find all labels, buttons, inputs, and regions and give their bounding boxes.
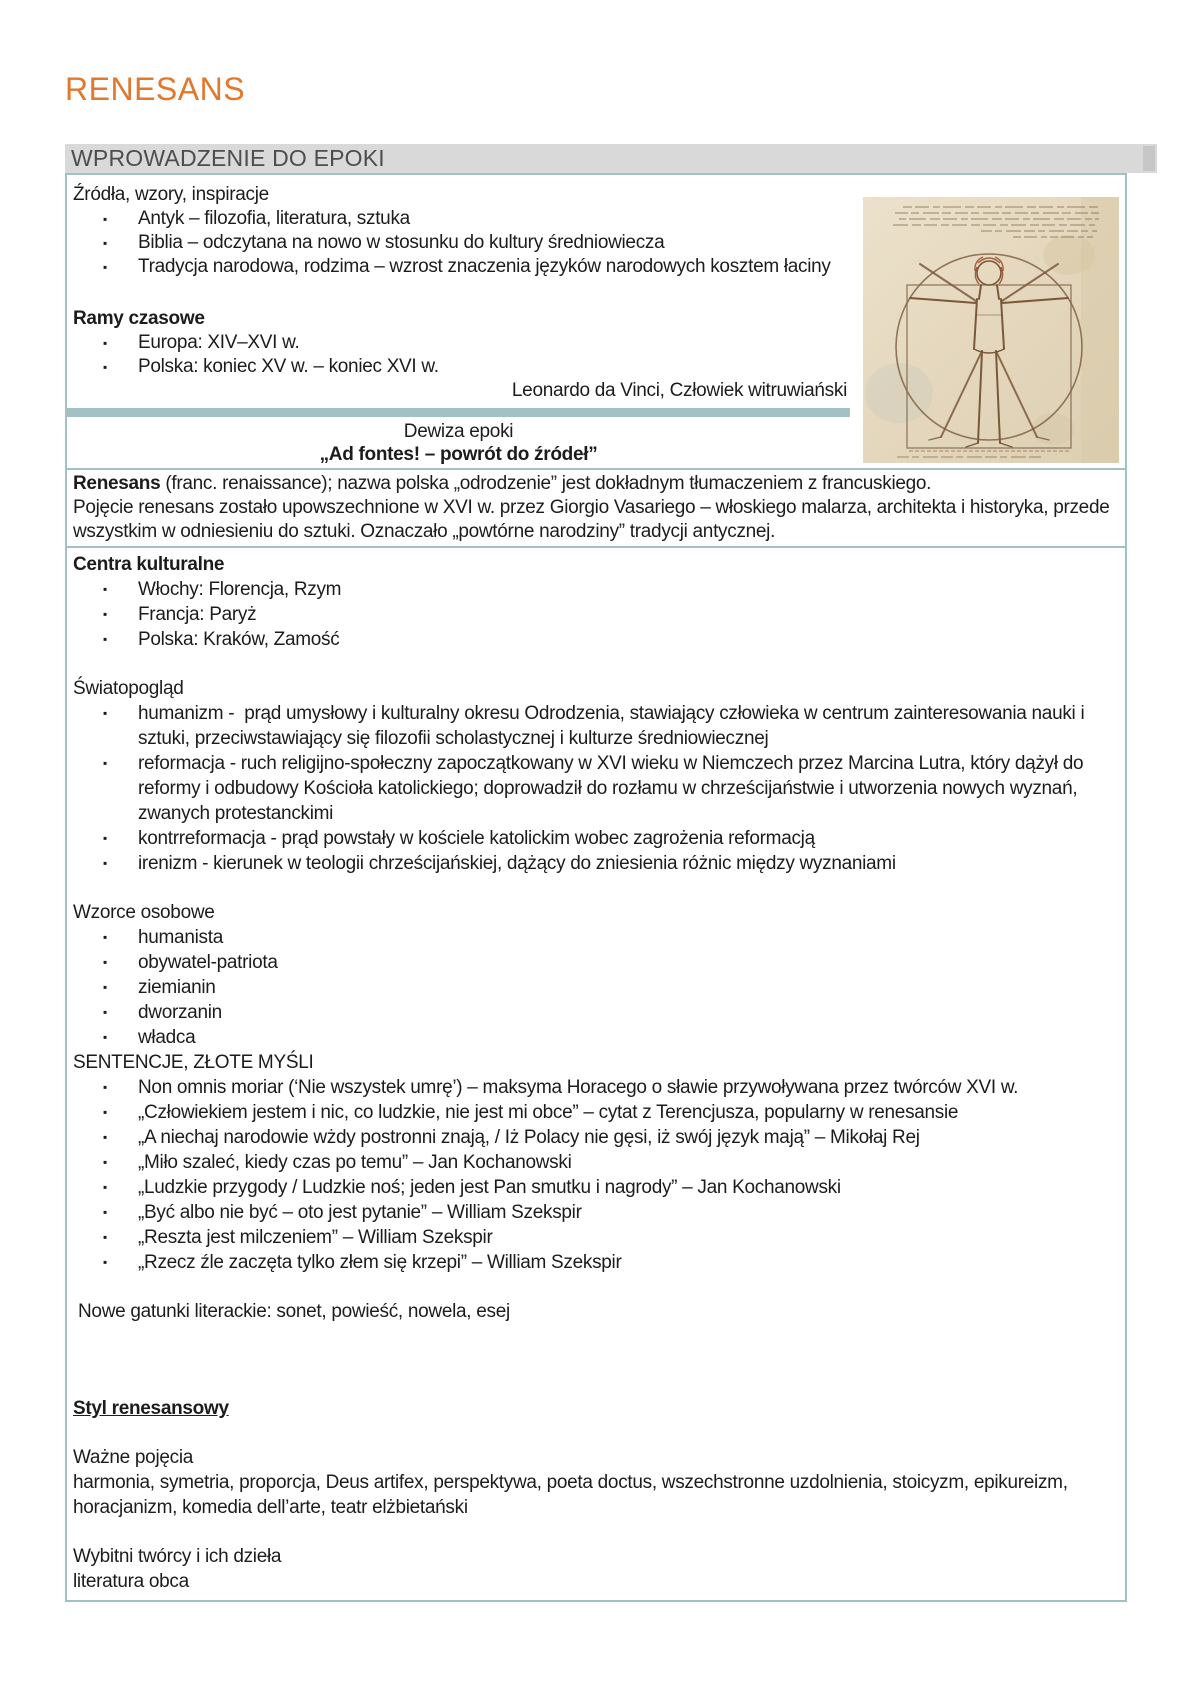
list-item-label: Europa: XIV–XVI w.: [138, 332, 300, 353]
bullet-square-icon: ▪: [103, 1180, 107, 1194]
motto-label: Dewiza epoki: [403, 421, 514, 442]
timeframe-heading: Ramy czasowe: [73, 308, 205, 329]
image-caption: Leonardo da Vinci, Człowiek witruwiański: [511, 380, 847, 401]
list-item-label: dworzanin: [138, 1002, 222, 1023]
bullet-square-icon: ▪: [103, 582, 107, 596]
style-heading: Styl renesansowy: [73, 1398, 229, 1419]
bullet-square-icon: ▪: [103, 1155, 107, 1169]
timeframe-list: [73, 331, 1125, 379]
list-item-label: Włochy: Florencja, Rzym: [138, 579, 342, 600]
list-item: [73, 925, 1087, 950]
bullet-square-icon: ▪: [103, 360, 107, 374]
bullet-square-icon: ▪: [103, 1205, 107, 1219]
motto-block: [67, 417, 850, 468]
list-item-label: „Rzecz źle zaczęta tylko złem się krzepi” – William Szekspir: [138, 1252, 622, 1273]
list-item: [73, 751, 1087, 826]
list-item-label: irenizm - kierunek w teologii chrześcijańskiej, dążący do zniesienia różnic między wyznaniami: [138, 853, 896, 874]
list-item-label: „Ludzkie przygody / Ludzkie noś; jeden jest Pan smutku i nagrody” – Jan Kochanowski: [138, 1177, 841, 1198]
bullet-square-icon: ▪: [103, 236, 107, 250]
document-column: [65, 0, 1157, 1602]
spacer: [73, 1520, 1087, 1544]
sentences-heading: SENTENCJE, ZŁOTE MYŚLI: [73, 1052, 314, 1073]
list-item: [73, 331, 1125, 355]
list-item: [73, 255, 1125, 279]
bullet-square-icon: ▪: [103, 212, 107, 226]
bullet-square-icon: ▪: [103, 1105, 107, 1119]
list-item: [73, 627, 1087, 652]
definition-line-1: [73, 472, 1111, 496]
list-item-label: Tradycja narodowa, rodzima – wzrost znaczenia języków narodowych kosztem łaciny: [138, 256, 831, 277]
bullet-square-icon: ▪: [103, 1005, 107, 1019]
worldview-heading: Światopogląd: [73, 678, 184, 699]
bullet-square-icon: ▪: [103, 955, 107, 969]
list-item: [73, 231, 1125, 255]
list-item: [73, 826, 1087, 851]
list-item: [73, 950, 1087, 975]
bullet-square-icon: ▪: [103, 980, 107, 994]
bullet-square-icon: ▪: [103, 1030, 107, 1044]
list-item-label: „Reszta jest milczeniem” – William Szekspir: [138, 1227, 493, 1248]
list-item: [73, 207, 1125, 231]
list-item: [73, 1150, 1087, 1175]
list-item-label: reformacja - ruch religijno-społeczny zapoczątkowany w XVI wieku w Niemczech przez Marcina Lutra, który dążył do reformy i odbudowy Kościoła katolickiego; doprowadził do rozłamu w chrześcijaństwie i utworzenia nowych wyznań, zwanych protestanckimi: [138, 753, 1089, 824]
spacer: [73, 1275, 1087, 1299]
sources-list: [73, 207, 1125, 279]
list-item-label: kontrreformacja - prąd powstały w kościele katolickim wobec zagrożenia reformacją: [138, 828, 815, 849]
bullet-square-icon: ▪: [103, 336, 107, 350]
list-item-label: Polska: Kraków, Zamość: [138, 629, 340, 650]
list-item-label: Biblia – odczytana na nowo w stosunku do kultury średniowiecza: [138, 232, 665, 253]
sentences-list: [73, 1075, 1087, 1275]
bullet-square-icon: ▪: [103, 706, 107, 720]
concepts-heading: Ważne pojęcia: [73, 1447, 194, 1468]
list-item: [73, 577, 1087, 602]
list-item: [73, 1075, 1087, 1100]
definition-line-2: Pojęcie renesans zostało upowszechnione w XVI w. przez Giorgio Vasariego – włoskiego malarza, architekta i historyka, przede wszystkim w odniesieniu do sztuki. Oznaczało „powtórne narodziny” tradycji antycznej.: [73, 497, 1110, 542]
genres-line: Nowe gatunki literackie: sonet, powieść, nowela, esej: [78, 1301, 510, 1322]
list-item-label: Francja: Paryż: [138, 604, 257, 625]
list-item: [73, 1100, 1087, 1125]
bullet-square-icon: ▪: [103, 607, 107, 621]
list-item: [73, 701, 1090, 751]
list-item: [73, 1025, 1087, 1050]
list-item: [73, 1250, 1087, 1275]
list-item-label: humanizm - prąd umysłowy i kulturalny okresu Odrodzenia, stawiający człowieka w centrum zainteresowania nauki i sztuki, przeciwstawiający się filozofii scholastycznej i kulturze średniowiecznej: [138, 703, 1090, 749]
section-header: [65, 144, 1157, 173]
centers-list: [73, 577, 1087, 652]
main-row: [67, 548, 1125, 1600]
bullet-square-icon: ▪: [103, 930, 107, 944]
bullet-square-icon: ▪: [103, 1255, 107, 1269]
models-heading: Wzorce osobowe: [73, 902, 215, 923]
bullet-square-icon: ▪: [103, 1230, 107, 1244]
authors-subheading: literatura obca: [73, 1571, 189, 1592]
list-item: [73, 851, 1087, 876]
spacer: [73, 1421, 1087, 1445]
sources-heading: Źródła, wzory, inspiracje: [73, 184, 269, 205]
centers-heading: Centra kulturalne: [73, 554, 225, 575]
bullet-square-icon: ▪: [103, 831, 107, 845]
bullet-square-icon: ▪: [103, 632, 107, 646]
list-item: [73, 1000, 1087, 1025]
motto-text: „Ad fontes! – powrót do źródeł”: [319, 444, 598, 465]
definition-row: [67, 470, 1125, 548]
intro-row: [67, 175, 1125, 470]
list-item: [73, 1175, 1087, 1200]
list-item: [73, 1225, 1087, 1250]
list-item-label: Antyk – filozofia, literatura, sztuka: [138, 208, 410, 229]
bullet-square-icon: ▪: [103, 1080, 107, 1094]
list-item-label: „Człowiekiem jestem i nic, co ludzkie, nie jest mi obce” – cytat z Terencjusza, popularny w renesansie: [138, 1102, 959, 1123]
section-header-endcap: [1143, 146, 1155, 171]
page-title: RENESANS: [65, 71, 246, 107]
list-item-label: „Miło szaleć, kiedy czas po temu” – Jan Kochanowski: [138, 1152, 572, 1173]
models-list: [73, 925, 1087, 1050]
list-item: [73, 355, 1125, 379]
concepts-text: harmonia, symetria, proporcja, Deus artifex, perspektywa, poeta doctus, wszechstronne uzdolnienia, stoicyzm, epikureizm, horacjanizm, komedia dell’arte, teatr elżbietański: [73, 1472, 1068, 1518]
section-header-label: WPROWADZENIE DO EPOKI: [71, 145, 385, 171]
spacer: [73, 652, 1087, 676]
list-item-label: humanista: [138, 927, 223, 948]
definition-lead-rest: (franc. renaissance); nazwa polska „odrodzenie” jest dokładnym tłumaczeniem z francuskiego.: [160, 473, 932, 494]
spacer: [73, 876, 1087, 900]
worldview-list: [73, 701, 1090, 876]
definition-lead: Renesans: [73, 473, 161, 494]
divider-bar: [67, 408, 850, 417]
list-item-label: Polska: koniec XV w. – koniec XVI w.: [138, 356, 439, 377]
authors-heading: Wybitni twórcy i ich dzieła: [73, 1546, 282, 1567]
list-item-label: „A niechaj narodowie wżdy postronni znają, / Iż Polacy nie gęsi, iż swój język mają” – Mikołaj Rej: [138, 1127, 920, 1148]
bullet-square-icon: ▪: [103, 756, 107, 770]
bullet-square-icon: ▪: [103, 260, 107, 274]
bullet-square-icon: ▪: [103, 1130, 107, 1144]
list-item-label: „Być albo nie być – oto jest pytanie” – William Szekspir: [138, 1202, 582, 1223]
list-item: [73, 602, 1087, 627]
content-table: [65, 173, 1127, 1602]
list-item: [73, 975, 1087, 1000]
list-item-label: ziemianin: [138, 977, 216, 998]
bullet-square-icon: ▪: [103, 856, 107, 870]
list-item-label: Non omnis moriar (‘Nie wszystek umrę’) – maksyma Horacego o sławie przywoływana przez twórców XVI w.: [138, 1077, 1019, 1098]
list-item-label: obywatel-patriota: [138, 952, 278, 973]
list-item: [73, 1125, 1087, 1150]
list-item-label: władca: [138, 1027, 196, 1048]
spacer: [73, 1324, 1087, 1396]
list-item: [73, 1200, 1087, 1225]
